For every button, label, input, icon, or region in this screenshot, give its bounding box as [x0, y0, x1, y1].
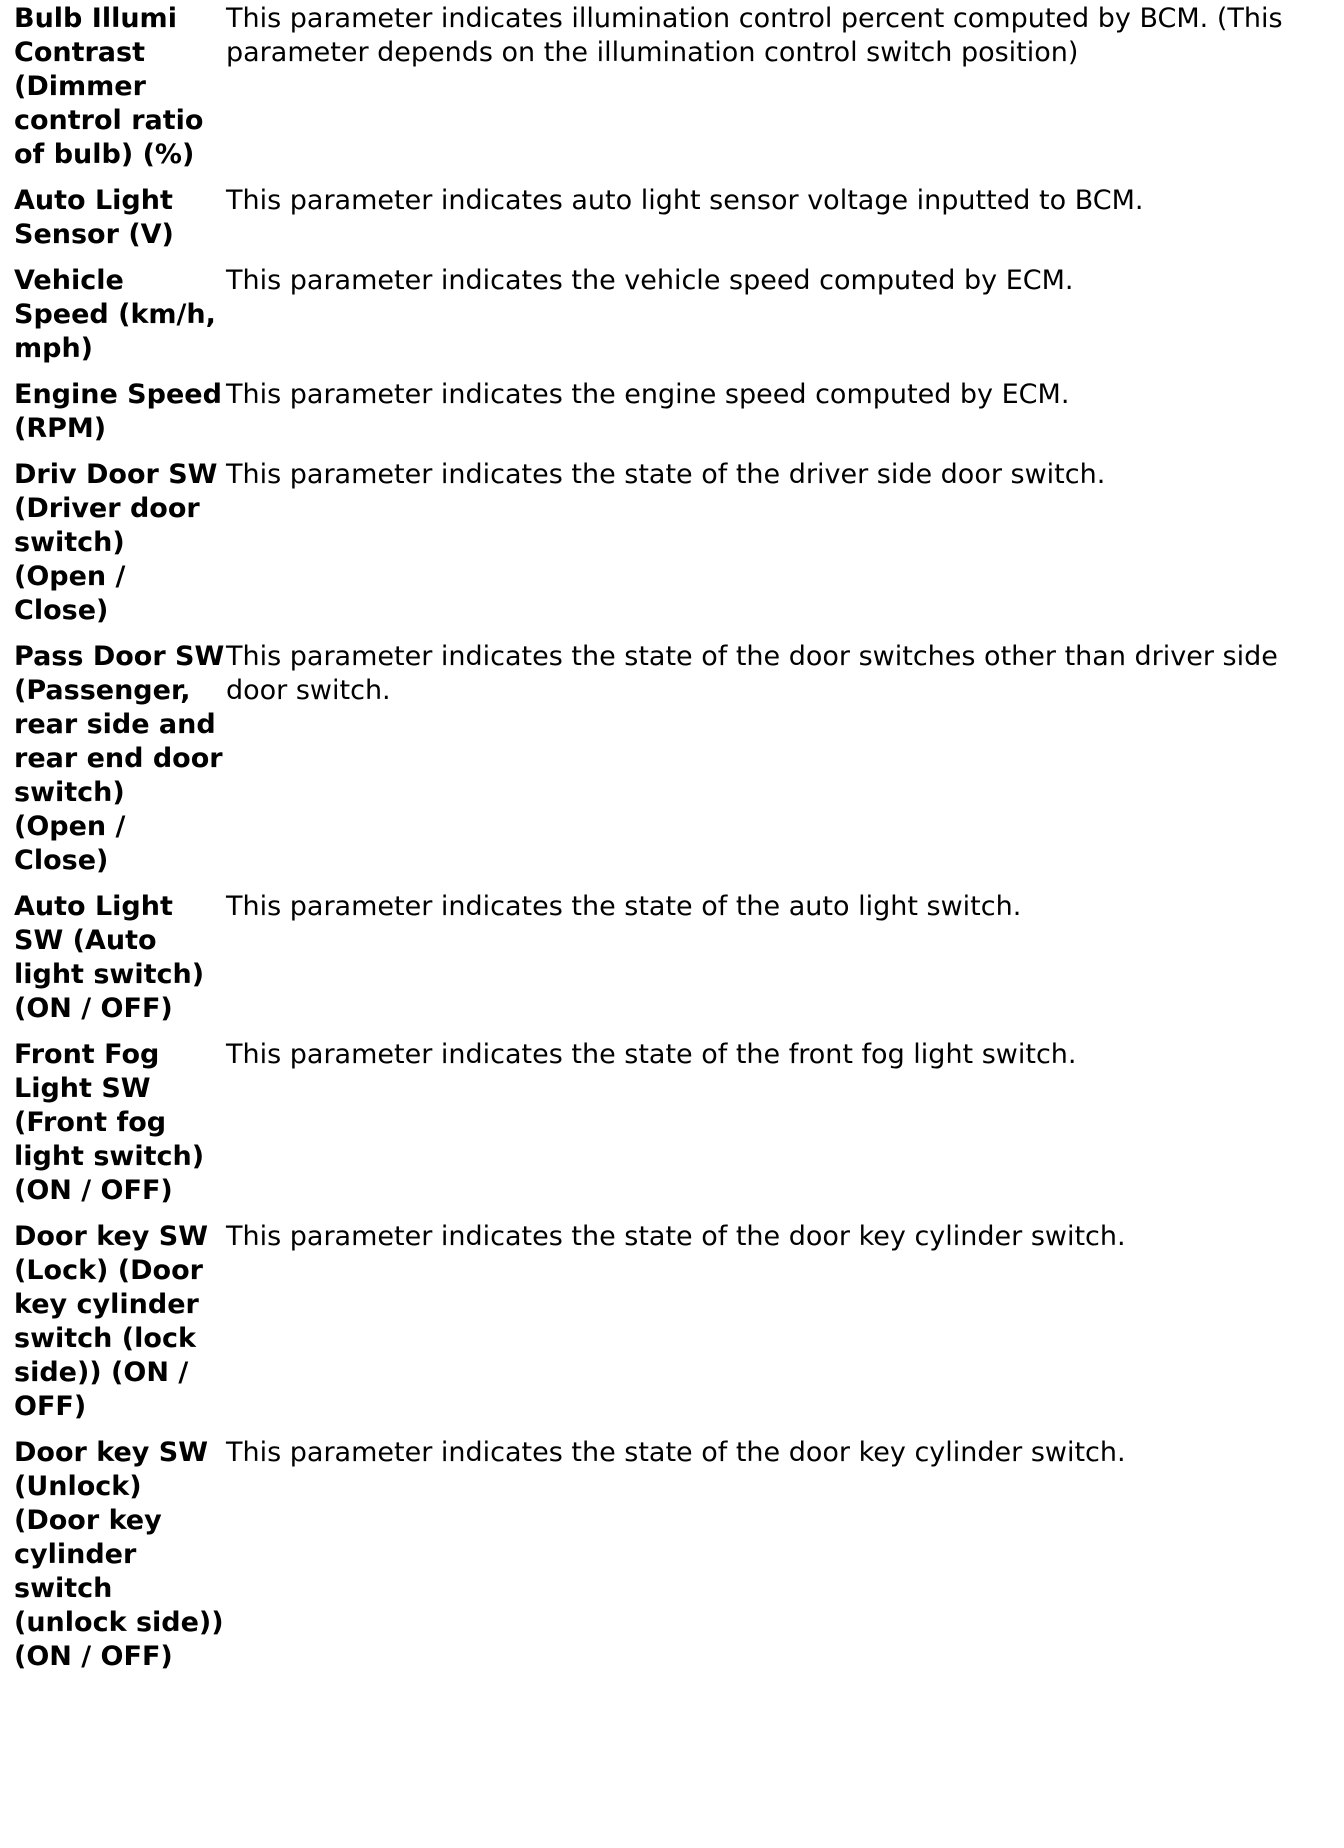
param-name: Front Fog Light SW (Front fog light switch) (ON / OFF) — [14, 1039, 205, 1206]
param-description: This parameter indicates illumination control percent computed by BCM. (This parameter depends on the illumination control switch position) — [226, 3, 1283, 68]
param-description: This parameter indicates auto light sensor voltage inputted to BCM. — [226, 185, 1144, 216]
param-row-door-key-sw-lock — [14, 1220, 1334, 1436]
param-name: Engine Speed (RPM) — [14, 379, 222, 444]
param-description: This parameter indicates the state of the driver side door switch. — [226, 459, 1106, 490]
param-row-door-key-sw-unlock — [14, 1436, 1334, 1686]
param-row-auto-light-sensor — [14, 184, 1334, 264]
param-name: Auto Light SW (Auto light switch) (ON / OFF) — [14, 891, 205, 1024]
parameter-table — [14, 2, 1334, 1686]
param-name: Vehicle Speed (km/h, mph) — [14, 265, 216, 364]
param-row-front-fog-light-sw — [14, 1038, 1334, 1220]
param-description: This parameter indicates the vehicle speed computed by ECM. — [226, 265, 1074, 296]
param-name: Bulb Illumi Contrast (Dimmer control ratio of bulb) (%) — [14, 3, 204, 170]
param-row-pass-door-sw — [14, 640, 1334, 890]
param-row-vehicle-speed — [14, 264, 1334, 378]
param-row-driv-door-sw — [14, 458, 1334, 640]
param-description: This parameter indicates the state of the door key cylinder switch. — [226, 1437, 1126, 1468]
param-name: Pass Door SW (Passenger, rear side and rear end door switch) (Open / Close) — [14, 641, 225, 876]
param-description: This parameter indicates the state of the door switches other than driver side door switch. — [226, 641, 1278, 706]
param-description: This parameter indicates the state of the auto light switch. — [226, 891, 1022, 922]
param-description: This parameter indicates the state of the front fog light switch. — [226, 1039, 1077, 1070]
param-row-bulb-illumi-contrast — [14, 2, 1334, 184]
param-row-auto-light-sw — [14, 890, 1334, 1038]
param-description: This parameter indicates the engine speed computed by ECM. — [226, 379, 1070, 410]
param-name: Door key SW (Unlock) (Door key cylinder switch (unlock side)) (ON / OFF) — [14, 1437, 224, 1672]
param-name: Auto Light Sensor (V) — [14, 185, 174, 250]
param-row-engine-speed — [14, 378, 1334, 458]
param-name: Driv Door SW (Driver door switch) (Open / Close) — [14, 459, 218, 626]
param-name: Door key SW (Lock) (Door key cylinder switch (lock side)) (ON / OFF) — [14, 1221, 208, 1422]
param-description: This parameter indicates the state of the door key cylinder switch. — [226, 1221, 1126, 1252]
